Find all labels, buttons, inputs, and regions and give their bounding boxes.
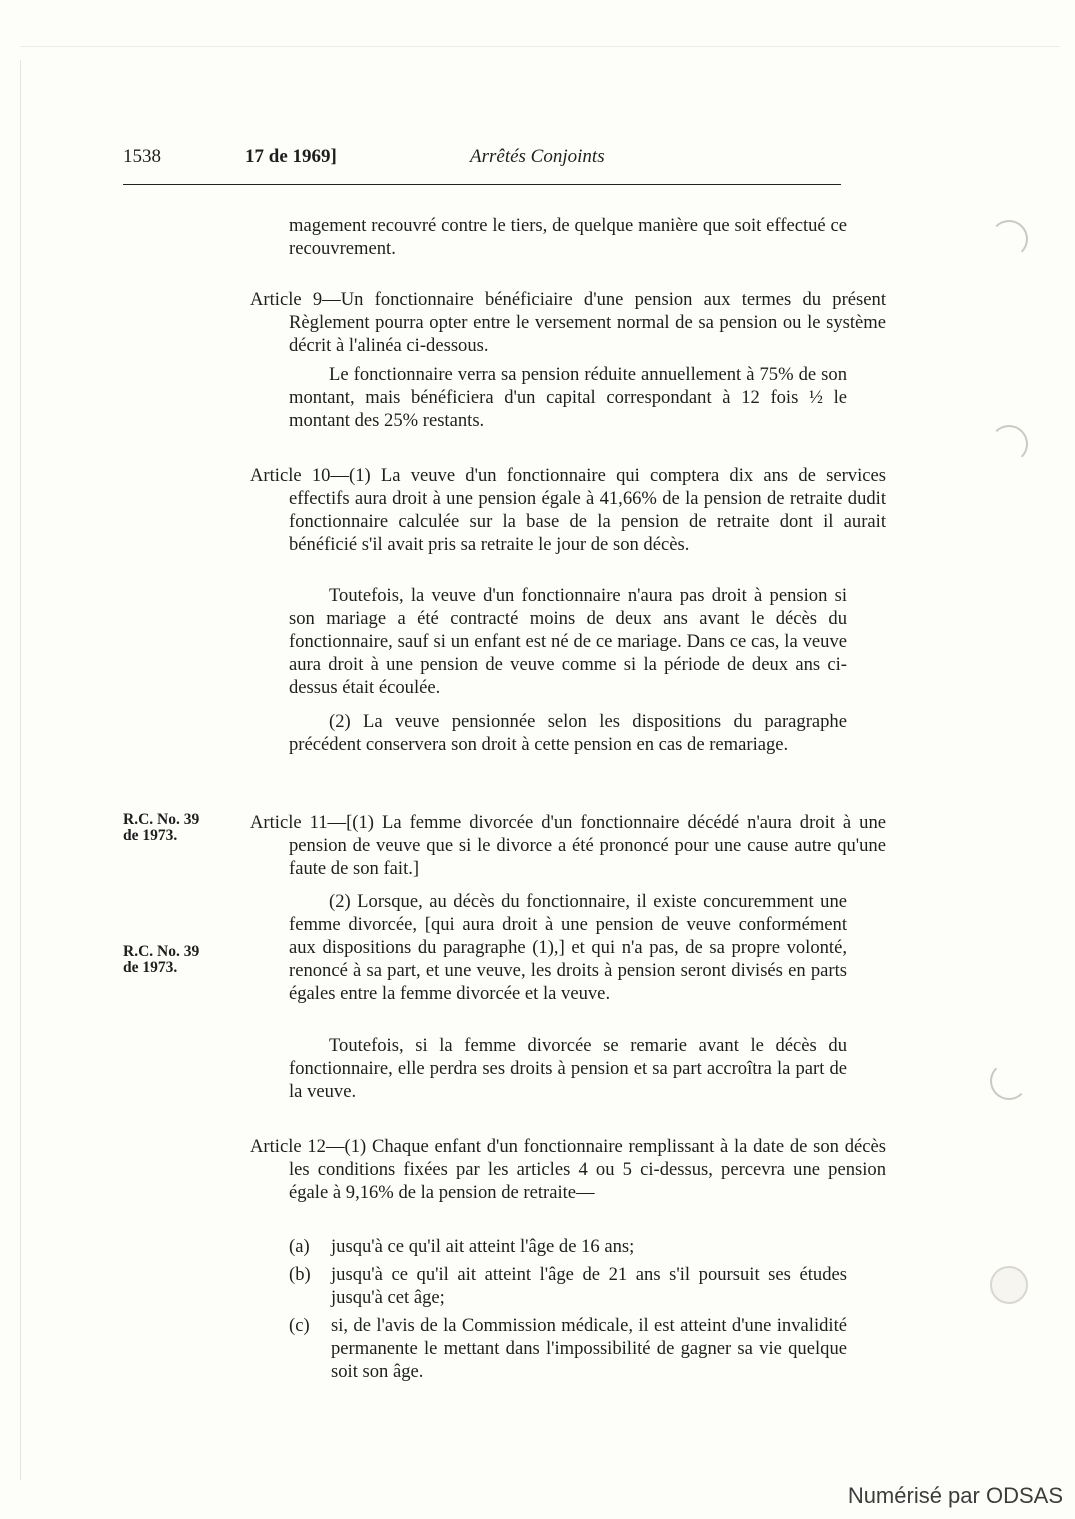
digitization-stamp: Numérisé par ODSAS [847,1483,1063,1508]
punch-hole-icon [990,1062,1028,1100]
article-11-paragraph-2: (2) Lorsque, au décès du fonctionnaire, il existe concuremment une femme divorcée, [qui aura droit à une pension de veuve conformément aux dispositions du paragraphe (1),] et qui n'a pas, de sa propre volonté, renoncé à sa part, et une veuve, les droits à pension seront divisés en parts égales entre la femme divorcée et la veuve. [289,891,847,1004]
article-10-paragraph-3: (2) La veuve pensionnée selon les dispositions du paragraphe précédent conservera son droit à cette pension en cas de remariage. [289,711,847,755]
article-9: Article 9—Un fonctionnaire bénéficiaire d'une pension aux termes du présent Règlement pourra opter entre le versement normal de sa pension ou le système décrit à l'alinéa ci-dessous. [250,289,886,356]
continuation-paragraph: magement recouvré contre le tiers, de quelque manière que soit effectué ce recouvrement. [289,215,847,259]
article-9-paragraph-2: Le fonctionnaire verra sa pension réduite annuellement à 75% de son montant, mais bénéficiera d'un capital correspondant à 12 fois ½ le montant des 25% restants. [289,364,847,431]
article-11: Article 11—[(1) La femme divorcée d'un fonctionnaire décédé n'aura droit à une pension de veuve que si le divorce a été prononcé pour une cause autre qu'une faute de son fait.] [250,812,886,879]
punch-hole-icon [990,425,1028,463]
page-number: 1538 [123,146,161,167]
running-header [0,146,1075,172]
page-edge [20,60,21,1480]
punch-hole-icon [990,220,1028,258]
article-12: Article 12—(1) Chaque enfant d'un fonctionnaire remplissant à la date de son décès les conditions fixées par les articles 4 ou 5 ci-dessus, percevra une pension égale à 9,16% de la pension de retraite— [250,1136,886,1203]
running-title: Arrêtés Conjoints [470,146,605,167]
article-11-paragraph-3: Toutefois, si la femme divorcée se remarie avant le décès du fonctionnaire, elle perdra ses droits à pension et sa part accroîtra la part de la veuve. [289,1035,847,1102]
list-item: (b) jusqu'à ce qu'il ait atteint l'âge de 21 ans s'il poursuit ses études jusqu'à cet âge; [289,1264,847,1308]
list-item: (c) si, de l'avis de la Commission médicale, il est atteint d'une invalidité permanente le mettant dans l'impossibilité de gagner sa vie quelque soit son âge. [289,1315,847,1382]
article-10: Article 10—(1) La veuve d'un fonctionnaire qui comptera dix ans de services effectifs aura droit à une pension égale à 41,66% de la pension de retraite dudit fonctionnaire calculée sur la base de la pension de retraite dont il aurait bénéficié s'il avait pris sa retraite le jour de son décès. [250,465,886,555]
article-10-paragraph-2: Toutefois, la veuve d'un fonctionnaire n'aura pas droit à pension si son mariage a été contracté moins de deux ans avant le décès du fonctionnaire, sauf si un enfant est né de ce mariage. Dans ce cas, la veuve aura droit à une pension de veuve comme si la période de deux ans ci-dessus était écoulée. [289,585,847,698]
issue-number: 17 de 1969] [245,146,337,167]
page-top-edge [20,46,1060,47]
list-item: (a) jusqu'à ce qu'il ait atteint l'âge de 16 ans; [289,1236,635,1257]
header-rule [123,184,841,185]
margin-note-1: R.C. No. 39 de 1973. [123,811,200,844]
punch-hole-icon [990,1266,1028,1304]
margin-note-2: R.C. No. 39 de 1973. [123,943,200,976]
